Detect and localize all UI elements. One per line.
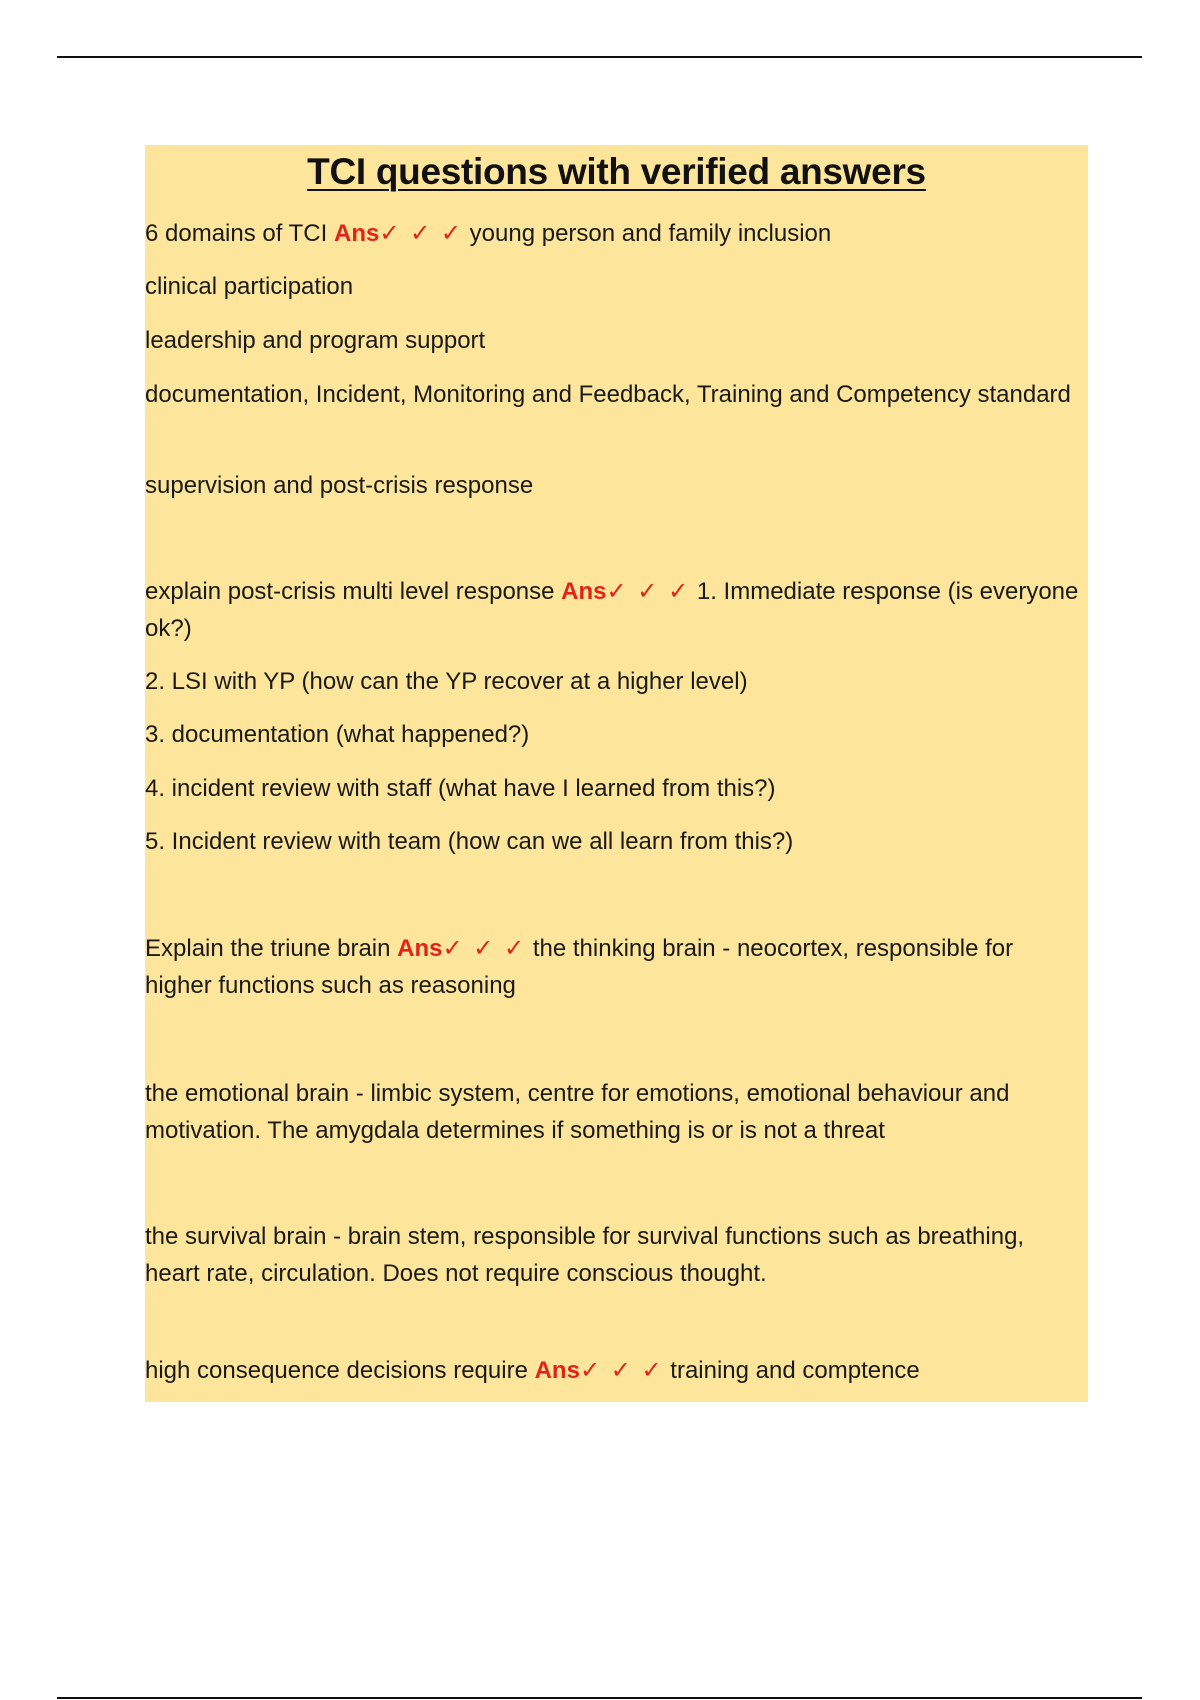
answer-line: 4. incident review with staff (what have I learned from this?): [145, 775, 776, 802]
answer-line: clinical participation: [145, 273, 354, 300]
ans-marker: Ans: [333, 220, 380, 247]
check-icon: ✓ ✓ ✓: [606, 578, 691, 605]
highlighted-content: [145, 145, 1088, 1402]
qa-question-3: [145, 930, 1085, 1004]
document-title: TCI questions with verified answers: [307, 151, 926, 192]
question-text: 6 domains of TCI: [145, 220, 328, 247]
answer-text: training and comptence: [670, 1357, 920, 1384]
answer-line: 3. documentation (what happened?): [145, 721, 530, 748]
check-icon: ✓ ✓ ✓: [379, 220, 463, 247]
answer-text: young person and family inclusion: [469, 220, 832, 247]
qa-question-1: [145, 215, 1085, 252]
answer-line: leadership and program support: [145, 327, 486, 354]
footer-rule: [57, 1697, 1142, 1699]
answer-text: 1. Immediate response (is everyone ok?): [145, 578, 1079, 642]
answer-text: the thinking brain - neocortex, responsible for higher functions such as reasoning: [145, 935, 1014, 999]
answer-line: 5. Incident review with team (how can we all learn from this?): [145, 828, 794, 855]
answer-line: documentation, Incident, Monitoring and Feedback, Training and Competency standard: [145, 381, 1071, 408]
question-text: Explain the triune brain: [145, 935, 391, 962]
question-text: explain post-crisis multi level response: [145, 578, 555, 605]
answer-line: the emotional brain - limbic system, centre for emotions, emotional behaviour and motivation. The amygdala determines if something is or is not a threat: [145, 1080, 1010, 1144]
ans-marker: Ans: [397, 935, 443, 962]
qa-question-2: [145, 573, 1085, 647]
question-text: high consequence decisions require: [145, 1357, 528, 1384]
answer-line: supervision and post-crisis response: [145, 472, 534, 499]
header-rule: [57, 56, 1142, 58]
check-icon: ✓ ✓ ✓: [442, 935, 527, 962]
answer-line: 2. LSI with YP (how can the YP recover at a higher level): [145, 668, 748, 695]
check-icon: ✓ ✓ ✓: [579, 1357, 664, 1384]
qa-question-4: [145, 1352, 1085, 1389]
ans-marker: Ans: [534, 1357, 580, 1384]
ans-marker: Ans: [561, 578, 607, 605]
answer-line: the survival brain - brain stem, responsible for survival functions such as breathing, heart rate, circulation. Does not require conscious thought.: [145, 1223, 1025, 1287]
